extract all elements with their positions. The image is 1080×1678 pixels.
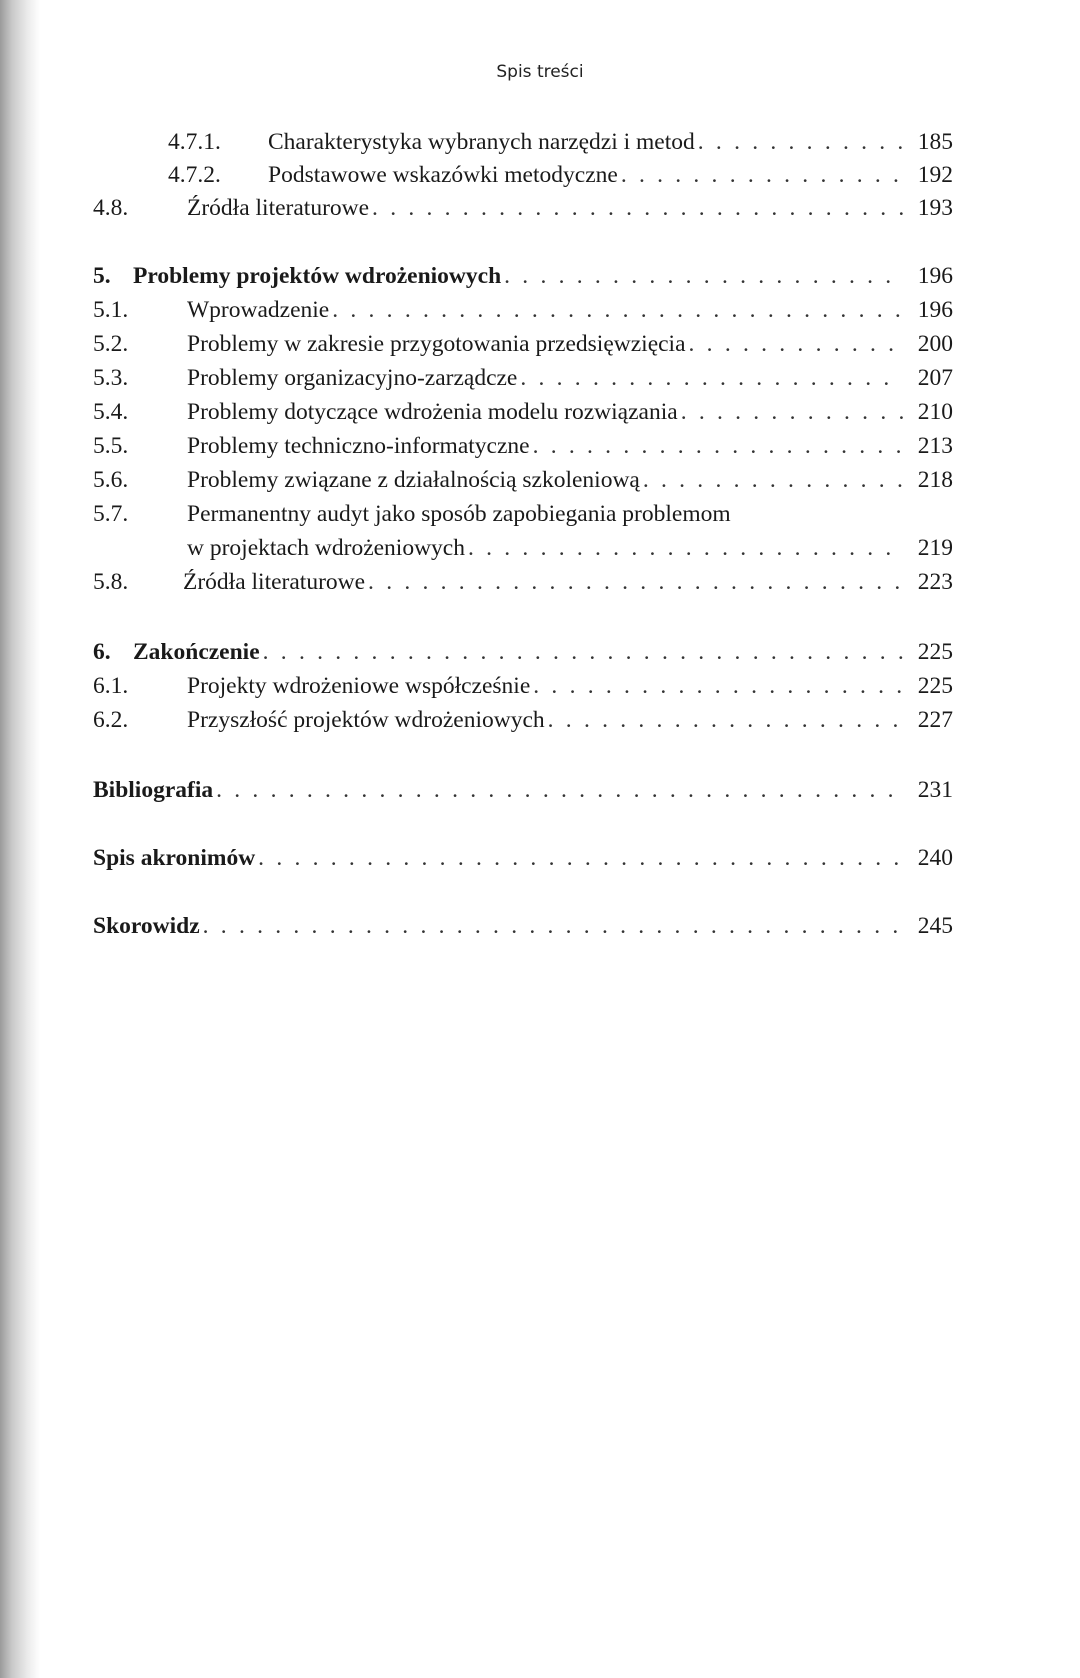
dot-leader	[203, 909, 903, 943]
toc-entry-title: Źródła literaturowe	[187, 195, 370, 221]
toc-entry-number: 5.1.	[93, 297, 129, 323]
dot-leader	[698, 125, 903, 159]
toc-chapter-title: Skorowidz	[93, 913, 200, 939]
toc-entry-page: 213	[917, 433, 953, 459]
dot-leader	[258, 841, 903, 875]
toc-entry[interactable]	[93, 669, 953, 703]
dot-leader	[504, 259, 903, 293]
toc-entry-page: 225	[917, 673, 953, 699]
toc-entry-title: Charakterystyka wybranych narzędzi i metod	[268, 129, 695, 155]
dot-leader	[689, 327, 903, 361]
toc-chapter-title: Problemy projektów wdrożeniowych	[133, 263, 502, 289]
toc-entry[interactable]	[93, 429, 953, 463]
toc-entry-title: Przyszłość projektów wdrożeniowych	[187, 707, 545, 733]
toc-entry[interactable]	[93, 191, 953, 225]
toc-entry[interactable]	[93, 703, 953, 737]
toc-entry[interactable]	[93, 327, 953, 361]
dot-leader	[372, 191, 903, 225]
toc-entry-page: 196	[917, 297, 953, 323]
toc-entry[interactable]	[93, 395, 953, 429]
toc-entry-number: 5.2.	[93, 331, 129, 357]
toc-entry-title-line1: Permanentny audyt jako sposób zapobiegania problemom	[187, 501, 731, 527]
toc-bibliography[interactable]	[93, 773, 953, 807]
toc-entry[interactable]	[93, 158, 953, 192]
dot-leader	[548, 703, 903, 737]
dot-leader	[216, 773, 903, 807]
toc-chapter-number: 5.	[93, 263, 111, 289]
toc-entry-title: Problemy dotyczące wdrożenia modelu rozwiązania	[187, 399, 678, 425]
toc-entry-number: 4.7.1.	[168, 129, 221, 155]
toc-entry-page: 223	[917, 569, 953, 595]
toc-chapter-page: 196	[917, 263, 953, 289]
toc-entry-number: 6.1.	[93, 673, 129, 699]
toc-entry-page: 185	[917, 129, 953, 155]
dot-leader	[533, 429, 903, 463]
toc-index[interactable]	[93, 909, 953, 943]
dot-leader	[468, 531, 903, 565]
toc-entry[interactable]	[93, 125, 953, 159]
toc-entry-title: Projekty wdrożeniowe współcześnie	[187, 673, 531, 699]
toc-entry-title: Źródła literaturowe	[183, 569, 366, 595]
dot-leader	[332, 293, 903, 327]
toc-entry[interactable]	[93, 361, 953, 395]
toc-entry-page: 210	[917, 399, 953, 425]
toc-entry-number: 5.4.	[93, 399, 129, 425]
toc-entry-number: 5.6.	[93, 467, 129, 493]
toc-chapter-page: 225	[917, 639, 953, 665]
toc-chapter-page: 245	[917, 913, 953, 939]
running-head: Spis treści	[496, 62, 584, 82]
toc-chapter-title: Bibliografia	[93, 777, 214, 803]
scan-shadow-edge	[0, 0, 40, 1678]
dot-leader	[533, 669, 903, 703]
toc-entry-number: 5.7.	[93, 501, 129, 527]
toc-entry[interactable]	[93, 497, 953, 565]
toc-entry-number: 6.2.	[93, 707, 129, 733]
toc-entry-page: 192	[917, 162, 953, 188]
toc-chapter-title: Zakończenie	[133, 639, 260, 665]
toc-entry-page: 193	[917, 195, 953, 221]
toc-entry-page: 218	[917, 467, 953, 493]
toc-entry-number: 5.5.	[93, 433, 129, 459]
toc-entry-number: 4.7.2.	[168, 162, 221, 188]
toc-entry-number: 5.3.	[93, 365, 129, 391]
toc-entry-title: Problemy związane z działalnością szkoleniową	[187, 467, 640, 493]
toc-entry-title: Problemy techniczno-informatyczne	[187, 433, 530, 459]
dot-leader	[368, 565, 903, 599]
dot-leader	[621, 158, 903, 192]
toc-entry-title: Podstawowe wskazówki metodyczne	[268, 162, 618, 188]
toc-entry-page: 207	[917, 365, 953, 391]
toc-entry[interactable]	[93, 565, 953, 599]
toc-chapter-page: 240	[917, 845, 953, 871]
toc-entry-page: 227	[917, 707, 953, 733]
toc-entry-title-line2: w projektach wdrożeniowych	[187, 535, 465, 561]
toc-chapter-page: 231	[917, 777, 953, 803]
toc-chapter-number: 6.	[93, 639, 111, 665]
toc-entry-title: Problemy organizacyjno-zarządcze	[187, 365, 518, 391]
toc-chapter-title: Spis akronimów	[93, 845, 256, 871]
toc-entry-title: Wprowadzenie	[187, 297, 330, 323]
toc-entry-title: Problemy w zakresie przygotowania przedsięwzięcia	[187, 331, 686, 357]
toc-acronyms[interactable]	[93, 841, 953, 875]
toc-entry-number: 4.8.	[93, 195, 129, 221]
toc-chapter[interactable]	[93, 635, 953, 669]
toc-entry-page: 200	[917, 331, 953, 357]
toc-entry[interactable]	[93, 293, 953, 327]
toc-chapter[interactable]	[93, 259, 953, 293]
dot-leader	[263, 635, 903, 669]
toc-entry-number: 5.8.	[93, 569, 129, 595]
dot-leader	[520, 361, 903, 395]
dot-leader	[643, 463, 903, 497]
toc-entry[interactable]	[93, 463, 953, 497]
dot-leader	[681, 395, 903, 429]
toc-entry-page: 219	[917, 535, 953, 561]
